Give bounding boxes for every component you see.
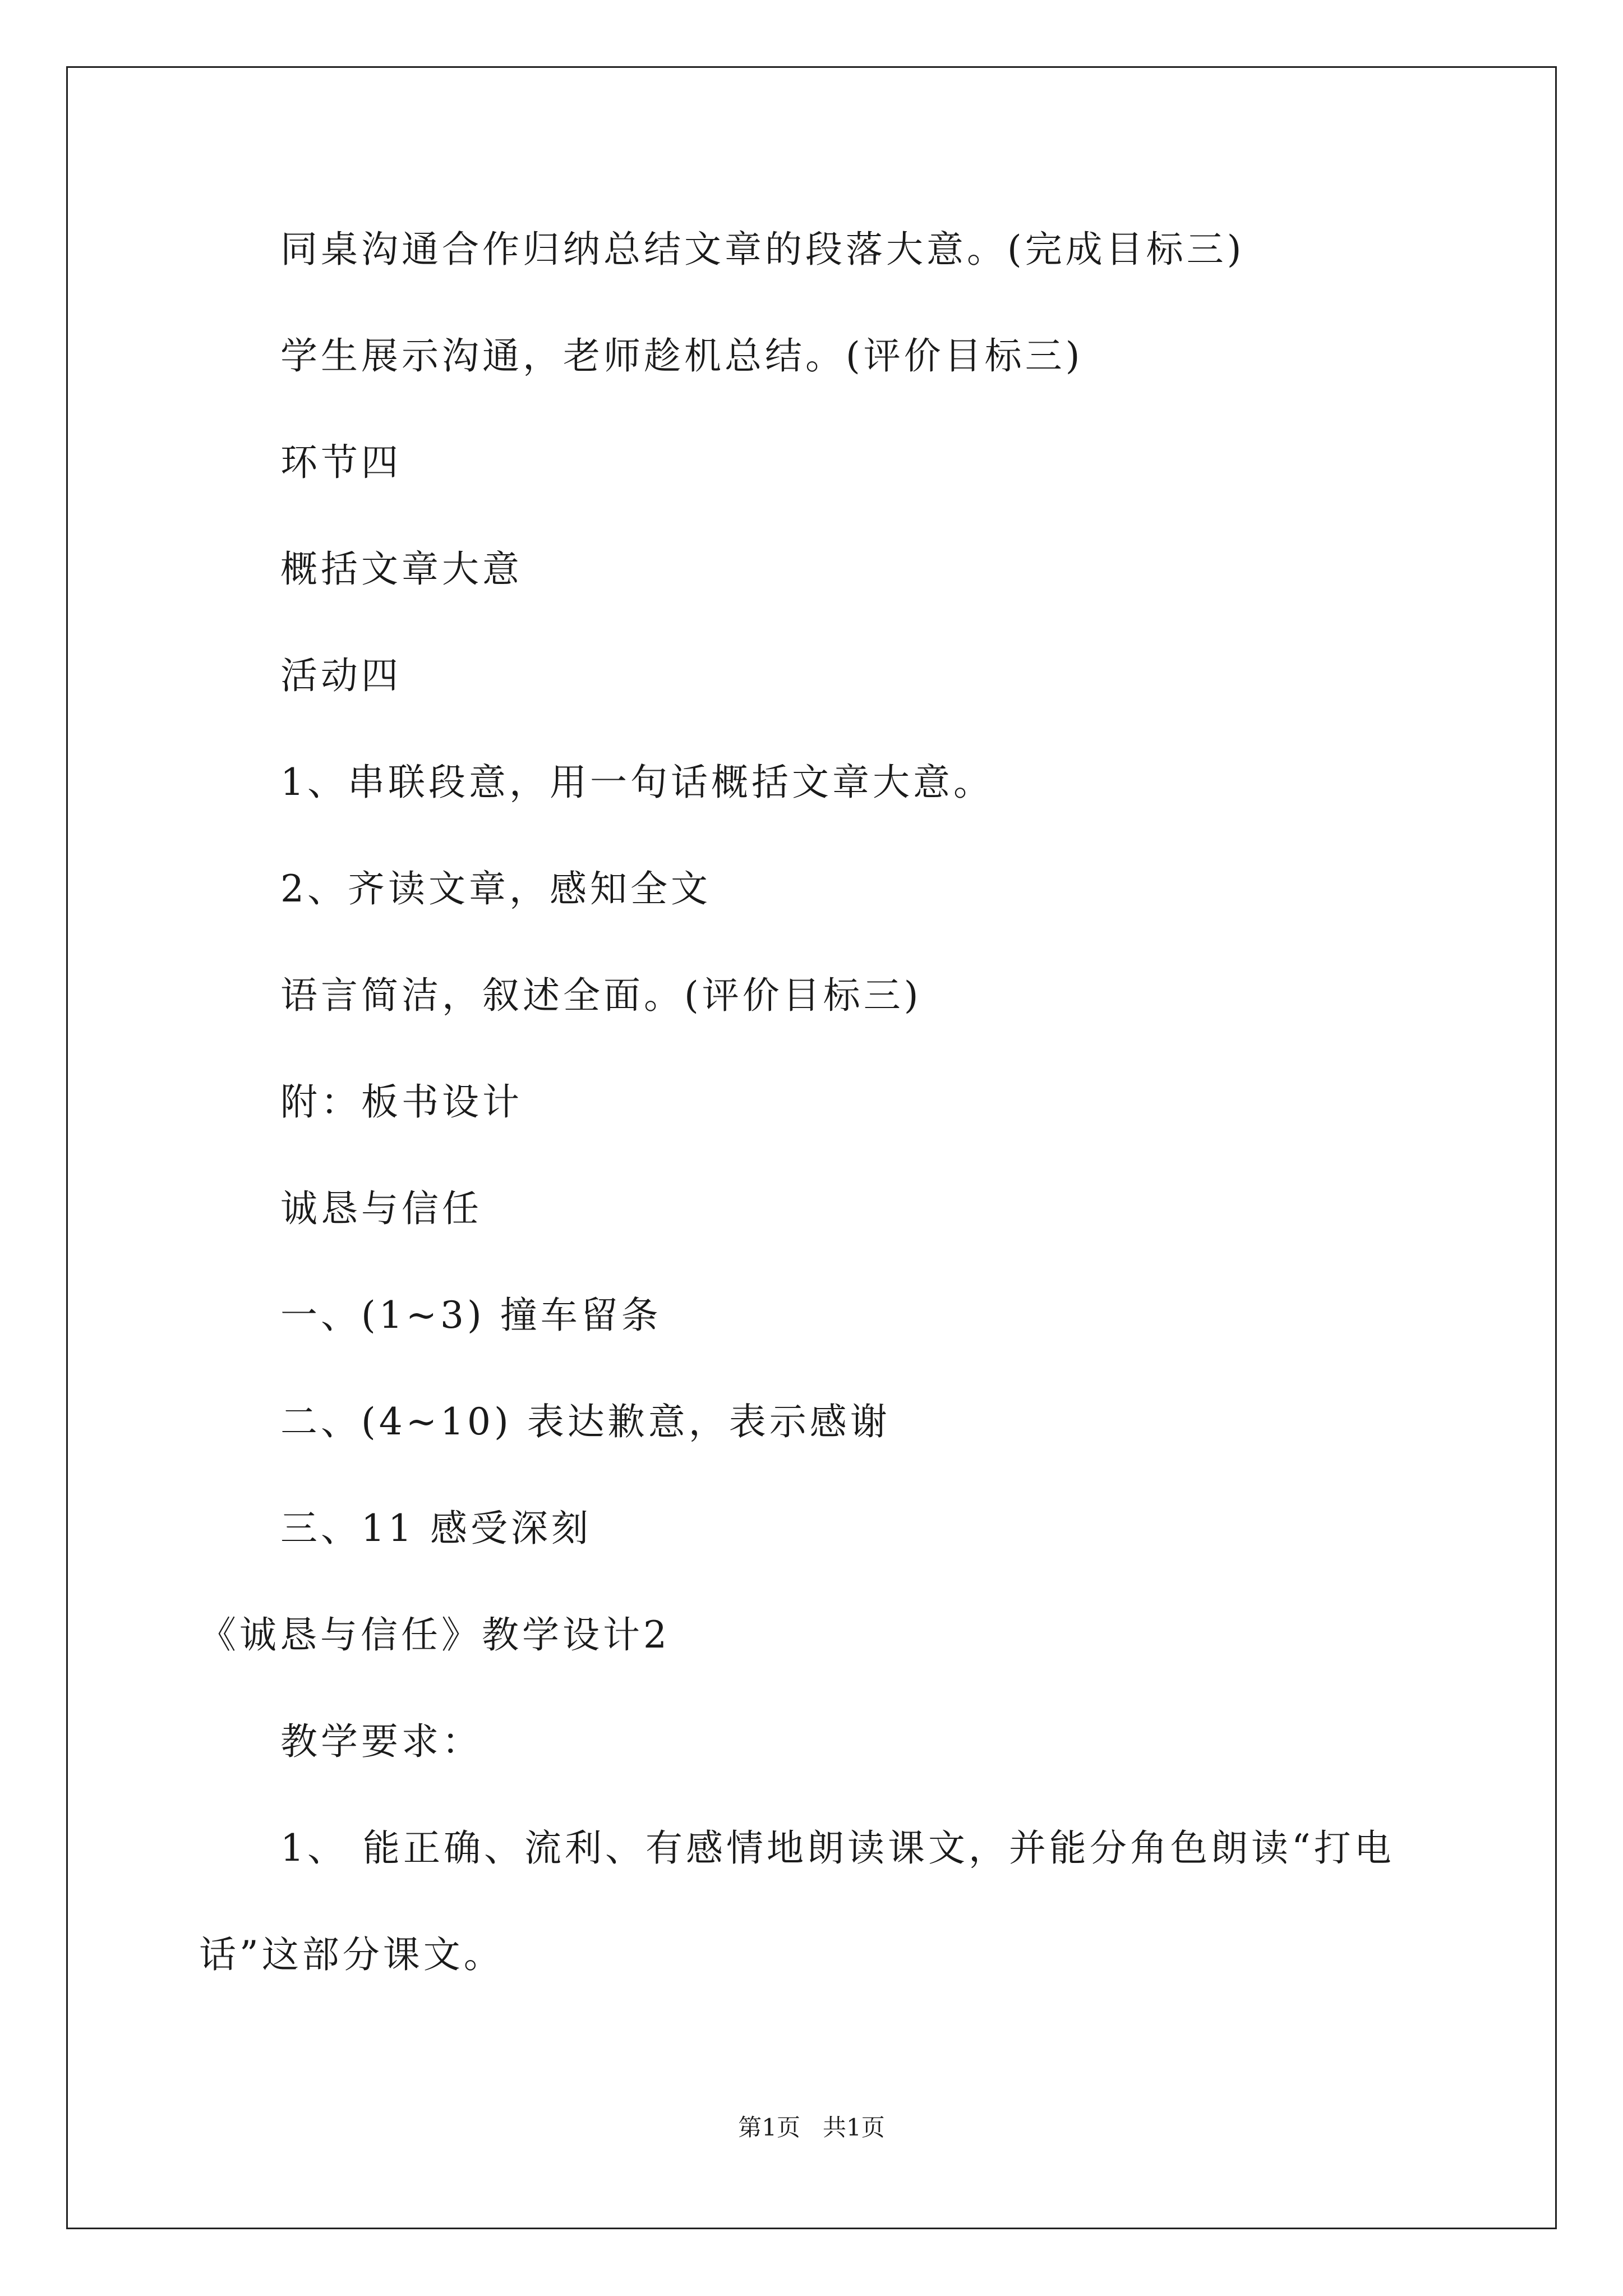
text-line-13: 三、11 感受深刻 <box>280 1507 592 1550</box>
text-line-10: 诚恳与信任 <box>280 1187 482 1230</box>
text-line-11: 一、(1~3) 撞车留条 <box>280 1294 662 1337</box>
text-line-17: 话”这部分课文。 <box>199 1933 504 1976</box>
text-line-9: 附：板书设计 <box>280 1080 523 1124</box>
text-line-12: 二、(4~10) 表达歉意，表示感谢 <box>280 1400 891 1443</box>
page-number: 第1页 <box>738 2114 800 2141</box>
page-footer <box>0 2114 1623 2142</box>
text-line-2: 学生展示沟通，老师趁机总结。(评价目标三) <box>280 334 1083 378</box>
text-line-8: 语言简洁，叙述全面。(评价目标三) <box>280 974 922 1017</box>
total-pages: 共1页 <box>823 2114 885 2141</box>
text-line-4: 概括文章大意 <box>280 547 523 591</box>
text-line-3: 环节四 <box>280 441 402 484</box>
section-heading: 《诚恳与信任》教学设计2 <box>199 1613 670 1657</box>
page-border <box>66 66 1557 2229</box>
text-line-5: 活动四 <box>280 654 402 697</box>
text-line-16: 1、 能正确、流利、有感情地朗读课文，并能分角色朗读“打电 <box>280 1826 1395 1870</box>
text-line-1: 同桌沟通合作归纳总结文章的段落大意。(完成目标三) <box>280 228 1245 271</box>
text-line-15: 教学要求： <box>280 1720 482 1763</box>
text-line-6: 1、串联段意，用一句话概括文章大意。 <box>280 761 994 804</box>
text-line-7: 2、齐读文章，感知全文 <box>280 867 711 910</box>
